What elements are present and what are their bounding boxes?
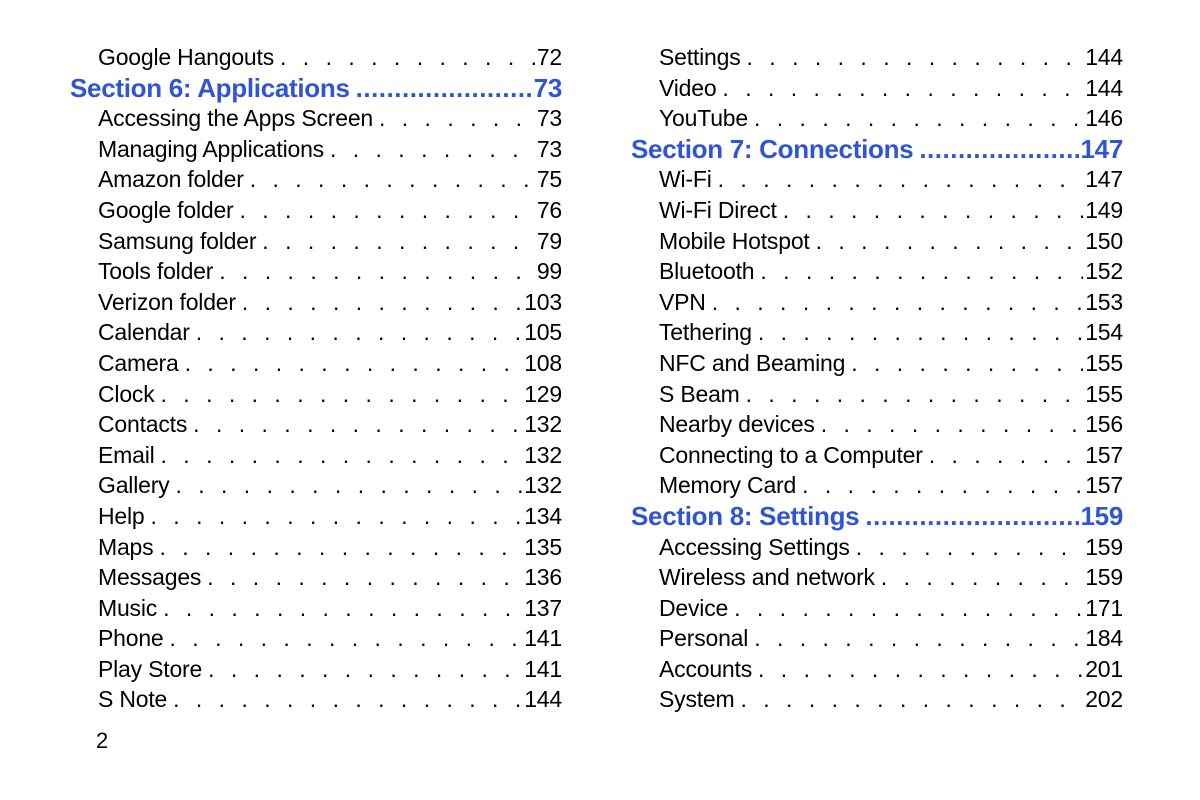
- toc-entry-label: Amazon folder: [98, 166, 244, 193]
- toc-entry[interactable]: [631, 348, 1123, 379]
- toc-entry-page-number: 159: [1080, 500, 1123, 531]
- toc-entry-page-number: 146: [1085, 105, 1123, 132]
- dot-leader: [856, 532, 1083, 563]
- dot-leader: [159, 532, 522, 563]
- toc-entry-page-number: 99: [536, 258, 562, 285]
- dot-leader: [185, 348, 523, 379]
- toc-entry-page-number: 103: [524, 288, 562, 315]
- toc-entry[interactable]: [631, 195, 1123, 226]
- dot-leader: [740, 684, 1083, 715]
- toc-entry-page-number: 152: [1085, 258, 1123, 285]
- toc-entry-label: Memory Card: [659, 472, 797, 499]
- toc-entry[interactable]: [631, 684, 1123, 715]
- dot-leader: [379, 103, 535, 134]
- toc-entry[interactable]: [70, 440, 562, 471]
- dot-leader: [207, 562, 522, 593]
- toc-entry-label: Contacts: [98, 411, 188, 438]
- toc-right-column: [631, 42, 1123, 715]
- toc-entry-page-number: 144: [1085, 74, 1123, 101]
- toc-entry-label: S Beam: [659, 380, 740, 407]
- toc-entry-page-number: 134: [524, 502, 562, 529]
- toc-entry-label: Camera: [98, 349, 179, 376]
- toc-entry[interactable]: [631, 317, 1123, 348]
- dot-leader: [758, 317, 1083, 348]
- dot-leader: [760, 256, 1083, 287]
- toc-entry-page-number: 79: [536, 227, 562, 254]
- toc-entry-label: Phone: [98, 625, 164, 652]
- toc-entry-page-number: 154: [1085, 319, 1123, 346]
- dot-leader: [173, 684, 522, 715]
- dot-leader: [250, 164, 535, 195]
- dot-leader: [196, 317, 522, 348]
- toc-entry-page-number: 159: [1085, 533, 1123, 560]
- toc-entry-page-number: 153: [1085, 288, 1123, 315]
- dot-leader: [865, 501, 1078, 532]
- toc-entry[interactable]: [631, 103, 1123, 134]
- dot-leader: [163, 593, 522, 624]
- toc-entry-page-number: 157: [1085, 472, 1123, 499]
- toc-entry-label: Connecting to a Computer: [659, 441, 923, 468]
- toc-entry[interactable]: [631, 623, 1123, 654]
- toc-left-column: [70, 42, 562, 715]
- toc-entry-label: Verizon folder: [98, 288, 236, 315]
- toc-entry-label: Calendar: [98, 319, 190, 346]
- toc-entry-label: Personal: [659, 625, 749, 652]
- dot-leader: [242, 287, 522, 318]
- toc-entry-page-number: 73: [533, 72, 562, 103]
- toc-entry[interactable]: [70, 226, 562, 257]
- toc-entry-label: Section 7: Connections: [631, 133, 914, 164]
- toc-entry[interactable]: [70, 379, 562, 410]
- toc-entry-label: Maps: [98, 533, 154, 560]
- toc-entry[interactable]: [631, 287, 1123, 318]
- toc-entry-label: Wireless and network: [659, 564, 875, 591]
- toc-entry-page-number: 150: [1085, 227, 1123, 254]
- toc-entry[interactable]: [70, 317, 562, 348]
- toc-entry[interactable]: [631, 379, 1123, 410]
- dot-leader: [802, 470, 1083, 501]
- toc-entry-label: Accounts: [659, 655, 753, 682]
- toc-entry-page-number: 147: [1080, 133, 1123, 164]
- toc-entry-label: Wi-Fi Direct: [659, 196, 777, 223]
- toc-entry[interactable]: [631, 256, 1123, 287]
- toc-entry-page-number: 132: [524, 411, 562, 438]
- toc-entry-label: NFC and Beaming: [659, 349, 846, 376]
- dot-leader: [747, 42, 1084, 73]
- toc-entry[interactable]: [70, 654, 562, 685]
- toc-entry-page-number: 105: [524, 319, 562, 346]
- toc-entry-label: Tools folder: [98, 258, 214, 285]
- toc-entry-page-number: 147: [1085, 166, 1123, 193]
- toc-entry[interactable]: [70, 409, 562, 440]
- toc-entry-label: Device: [659, 594, 729, 621]
- toc-section-heading[interactable]: [70, 73, 562, 104]
- toc-entry-label: Google folder: [98, 196, 234, 223]
- dot-leader: [929, 440, 1084, 471]
- dot-leader: [151, 501, 523, 532]
- toc-entry[interactable]: [70, 348, 562, 379]
- toc-entry-label: Tethering: [659, 319, 752, 346]
- toc-section-heading[interactable]: [631, 134, 1123, 165]
- dot-leader: [280, 42, 535, 73]
- toc-entry-page-number: 135: [524, 533, 562, 560]
- dot-leader: [783, 195, 1084, 226]
- toc-entry[interactable]: [70, 42, 562, 73]
- dot-leader: [712, 287, 1084, 318]
- dot-leader: [919, 134, 1078, 165]
- dot-leader: [193, 409, 522, 440]
- toc-entry[interactable]: [70, 134, 562, 165]
- toc-entry-page-number: 76: [536, 196, 562, 223]
- toc-entry[interactable]: [631, 73, 1123, 104]
- dot-leader: [240, 195, 535, 226]
- toc-entry[interactable]: [70, 470, 562, 501]
- toc-entry[interactable]: [631, 593, 1123, 624]
- toc-entry-label: Section 8: Settings: [631, 500, 860, 531]
- toc-entry[interactable]: [631, 226, 1123, 257]
- toc-entry[interactable]: [631, 164, 1123, 195]
- dot-leader: [356, 73, 532, 104]
- dot-leader: [746, 379, 1084, 410]
- toc-entry-label: Email: [98, 441, 155, 468]
- dot-leader: [821, 409, 1084, 440]
- toc-entry-page-number: 201: [1085, 655, 1123, 682]
- toc-entry-page-number: 73: [536, 105, 562, 132]
- toc-entry-label: Video: [659, 74, 717, 101]
- dot-leader: [219, 256, 535, 287]
- toc-entry-label: Managing Applications: [98, 135, 324, 162]
- toc-entry[interactable]: [631, 440, 1123, 471]
- toc-entry-page-number: 75: [536, 166, 562, 193]
- toc-entry-label: Music: [98, 594, 158, 621]
- toc-entry[interactable]: [631, 42, 1123, 73]
- toc-entry-label: YouTube: [659, 105, 748, 132]
- toc-entry-label: System: [659, 686, 735, 713]
- toc-entry-page-number: 202: [1085, 686, 1123, 713]
- toc-entry[interactable]: [70, 593, 562, 624]
- toc-entry-label: Accessing Settings: [659, 533, 850, 560]
- toc-entry-page-number: 157: [1085, 441, 1123, 468]
- toc-entry-page-number: 132: [524, 441, 562, 468]
- toc-entry-page-number: 184: [1085, 625, 1123, 652]
- dot-leader: [208, 654, 522, 685]
- toc-entry-page-number: 141: [524, 625, 562, 652]
- toc-entry[interactable]: [70, 501, 562, 532]
- toc-entry-label: Wi-Fi: [659, 166, 712, 193]
- toc-section-heading[interactable]: [631, 501, 1123, 532]
- dot-leader: [175, 470, 522, 501]
- dot-leader: [718, 164, 1084, 195]
- dot-leader: [161, 379, 523, 410]
- toc-entry[interactable]: [70, 256, 562, 287]
- toc-entry[interactable]: [70, 623, 562, 654]
- toc-entry-page-number: 73: [536, 135, 562, 162]
- toc-entry-page-number: 156: [1085, 411, 1123, 438]
- toc-entry-page-number: 129: [524, 380, 562, 407]
- toc-entry[interactable]: [70, 103, 562, 134]
- toc-entry[interactable]: [631, 562, 1123, 593]
- toc-entry-page-number: 137: [524, 594, 562, 621]
- page-number: 2: [96, 728, 109, 753]
- toc-entry-page-number: 136: [524, 564, 562, 591]
- toc-entry-label: S Note: [98, 686, 168, 713]
- dot-leader: [722, 73, 1083, 104]
- dot-leader: [881, 562, 1083, 593]
- toc-entry-label: Accessing the Apps Screen: [98, 105, 373, 132]
- toc-entry-label: VPN: [659, 288, 706, 315]
- toc-entry-label: Clock: [98, 380, 155, 407]
- dot-leader: [758, 654, 1083, 685]
- toc-entry[interactable]: [70, 195, 562, 226]
- toc-entry-page-number: 149: [1085, 196, 1123, 223]
- toc-entry[interactable]: [70, 562, 562, 593]
- toc-entry-page-number: 155: [1085, 349, 1123, 376]
- dot-leader: [816, 226, 1084, 257]
- toc-entry-page-number: 171: [1085, 594, 1123, 621]
- toc-entry-label: Bluetooth: [659, 258, 755, 285]
- toc-entry[interactable]: [631, 654, 1123, 685]
- toc-entry-label: Messages: [98, 564, 202, 591]
- toc-entry-label: Google Hangouts: [98, 44, 275, 70]
- toc-entry-page-number: 108: [524, 349, 562, 376]
- toc-entry-page-number: 144: [524, 686, 562, 713]
- toc-entry-page-number: 72: [536, 44, 562, 70]
- toc-entry-page-number: 159: [1085, 564, 1123, 591]
- toc-entry-label: Help: [98, 502, 145, 529]
- toc-entry[interactable]: [70, 287, 562, 318]
- toc-entry-label: Section 6: Applications: [70, 72, 350, 103]
- dot-leader: [754, 623, 1083, 654]
- toc-entry-label: Nearby devices: [659, 411, 815, 438]
- toc-entry[interactable]: [631, 409, 1123, 440]
- toc-entry-label: Mobile Hotspot: [659, 227, 810, 254]
- dot-leader: [170, 623, 523, 654]
- toc-entry[interactable]: [70, 684, 562, 715]
- toc-entry-label: Play Store: [98, 655, 203, 682]
- toc-entry[interactable]: [70, 532, 562, 563]
- dot-leader: [262, 226, 535, 257]
- dot-leader: [851, 348, 1083, 379]
- toc-entry[interactable]: [70, 164, 562, 195]
- dot-leader: [734, 593, 1083, 624]
- dot-leader: [330, 134, 535, 165]
- dot-leader: [161, 440, 523, 471]
- toc-entry-page-number: 144: [1085, 44, 1123, 70]
- toc-entry-label: Gallery: [98, 472, 170, 499]
- toc-entry-page-number: 141: [524, 655, 562, 682]
- toc-entry-page-number: 155: [1085, 380, 1123, 407]
- toc-entry-label: Samsung folder: [98, 227, 257, 254]
- toc-entry-label: Settings: [659, 44, 741, 70]
- toc-entry[interactable]: [631, 532, 1123, 563]
- toc-entry[interactable]: [631, 470, 1123, 501]
- toc-entry-page-number: 132: [524, 472, 562, 499]
- dot-leader: [754, 103, 1083, 134]
